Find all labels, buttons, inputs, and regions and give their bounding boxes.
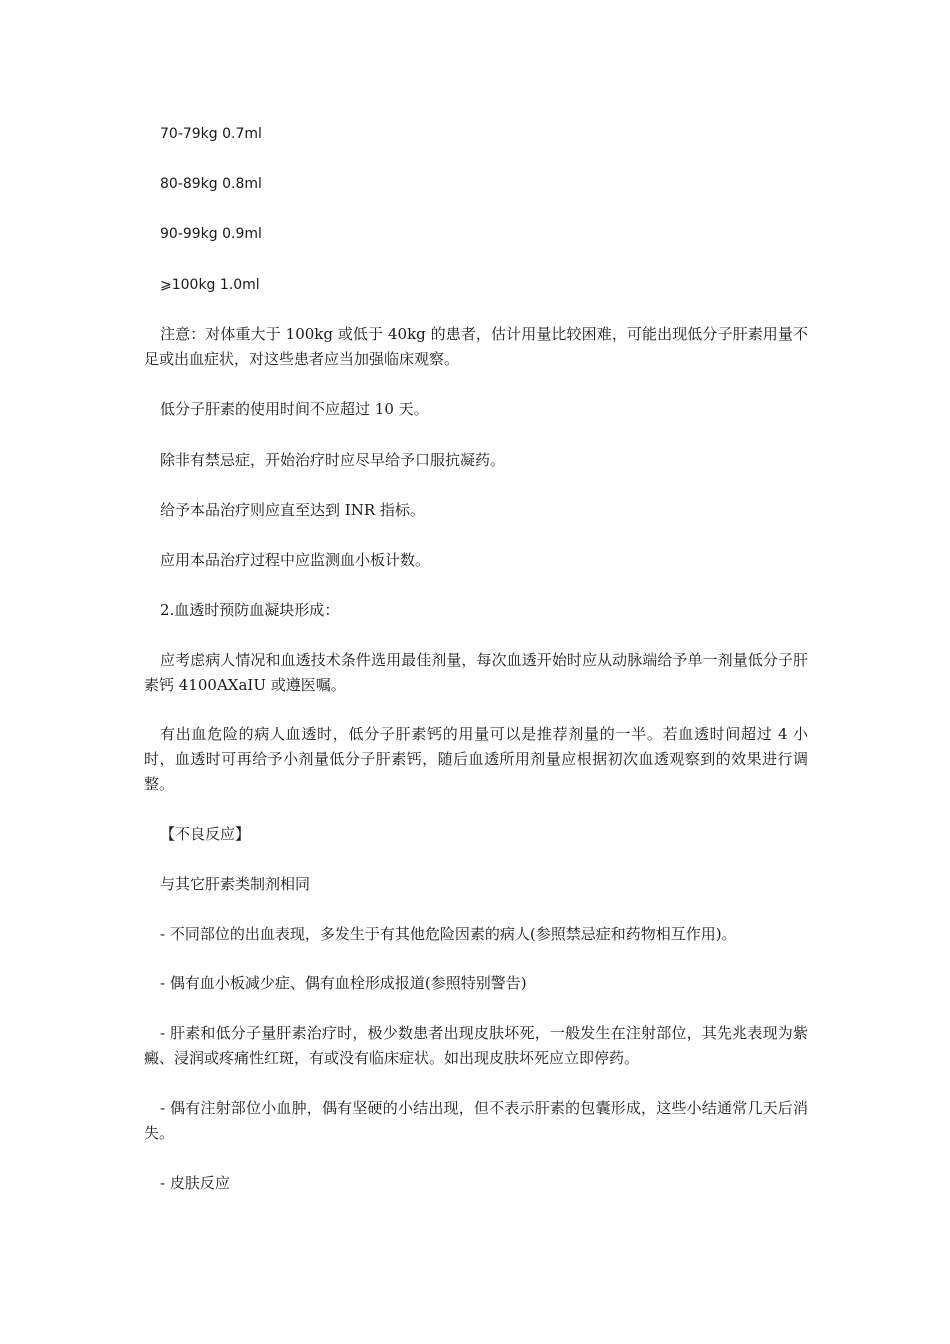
platelet-monitor-paragraph: 应用本品治疗过程中应监测血小板计数。: [160, 551, 431, 569]
weight-note-paragraph: 注意：对体重大于 100kg 或低于 40kg 的患者，估计用量比较困难，可能出现低分子肝素用量不足或出血症状，对这些患者应当加强临床观察。: [144, 325, 808, 368]
dose-90-99kg: 90-99kg 0.9ml: [160, 226, 262, 242]
list-item-skin-reaction: - 皮肤反应: [160, 1174, 230, 1192]
dose-70-79kg: 70-79kg 0.7ml: [160, 126, 262, 142]
oral-anticoagulant-paragraph: 除非有禁忌症，开始治疗时应尽早给予口服抗凝药。: [160, 451, 506, 469]
list-item-thrombocytopenia: - 偶有血小板减少症、偶有血栓形成报道(参照特别警告): [160, 974, 527, 992]
hemodialysis-dose-paragraph: 应考虑病人情况和血透技术条件选用最佳剂量，每次血透开始时应从动脉端给予单一剂量低分子肝素钙 4100AXaIU 或遵医嘱。: [144, 651, 808, 694]
dose-100kg: ⩾100kg 1.0ml: [160, 277, 260, 293]
duration-paragraph: 低分子肝素的使用时间不应超过 10 天。: [160, 400, 429, 418]
list-item-bleeding: - 不同部位的出血表现，多发生于有其他危险因素的病人(参照禁忌症和药物相互作用)。: [160, 925, 737, 943]
same-as-heparin-paragraph: 与其它肝素类制剂相同: [160, 875, 311, 893]
list-item-skin-necrosis: - 肝素和低分子量肝素治疗时，极少数患者出现皮肤坏死，一般发生在注射部位，其先兆表现为紫癜、浸润或疼痛性红斑，有或没有临床症状。如出现皮肤坏死应立即停药。: [144, 1024, 808, 1067]
list-item-hematoma: - 偶有注射部位小血肿，偶有坚硬的小结出现，但不表示肝素的包囊形成，这些小结通常几天后消失。: [144, 1099, 808, 1142]
section-heading-hemodialysis: 2.血透时预防血凝块形成：: [160, 601, 340, 619]
section-heading-adverse-reactions: 【不良反应】: [160, 825, 251, 843]
inr-paragraph: 给予本品治疗则应直至达到 INR 指标。: [160, 501, 425, 519]
bleeding-risk-paragraph: 有出血危险的病人血透时，低分子肝素钙的用量可以是推荐剂量的一半。若血透时间超过 4 小时，血透时可再给予小剂量低分子肝素钙，随后血透所用剂量应根据初次血透观察到的效果进行调整。: [144, 725, 808, 793]
dose-80-89kg: 80-89kg 0.8ml: [160, 176, 262, 192]
